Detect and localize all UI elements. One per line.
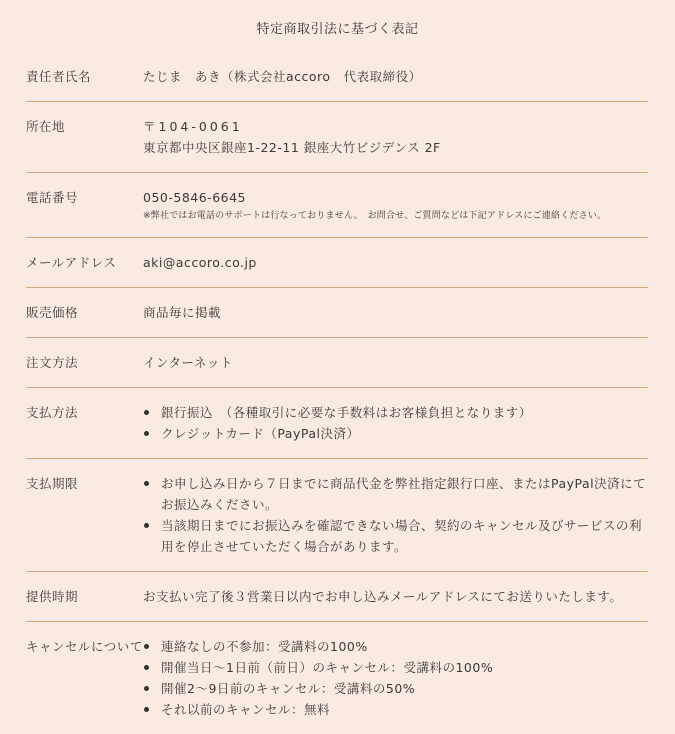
row-responsible [26,52,648,102]
label-deadline: 支払期限 [26,476,79,491]
payment-item: 銀行振込 （各種取引に必要な手数料はお客様負担となります） [143,402,648,423]
value-phone [143,187,648,223]
label-responsible: 責任者氏名 [26,69,92,84]
label-price: 販売価格 [26,305,79,320]
label-payment: 支払方法 [26,405,79,420]
cancel-item: 開催当日〜1日前（前日）のキャンセル：受講料の100% [143,657,648,678]
phone-number: 050-5846-6645 [143,190,247,205]
label-cancel: キャンセルについて [26,639,143,654]
row-email [26,238,648,288]
cancel-item: 開催2〜9日前のキャンセル：受講料の50% [143,678,648,699]
cancel-item: 連絡なしの不参加：受講料の100% [143,636,648,657]
label-phone: 電話番号 [26,190,79,205]
label-email: メールアドレス [26,255,117,270]
value-payment [143,402,648,444]
row-order [26,338,648,388]
deadline-item: 当該期日までにお振込みを確認できない場合、契約のキャンセル及びサービスの利用を停止させていただく場合があります。 [143,515,648,557]
row-payment [26,388,648,459]
row-deadline [26,459,648,572]
label-delivery: 提供時期 [26,589,79,604]
phone-note: ※弊社ではお電話のサポートは行なっておりません。 お問合せ、ご質問などは下記アドレスにご連絡ください。 [143,211,607,221]
row-delivery [26,572,648,622]
value-deadline [143,473,648,557]
row-phone [26,173,648,238]
row-cancel [26,622,648,734]
page-title: 特定商取引法に基づく表記 [256,22,419,37]
value-address [143,116,648,158]
legal-info-table [26,52,648,734]
row-price [26,288,648,338]
value-order: インターネット [143,355,233,370]
deadline-item: お申し込み日から７日までに商品代金を弊社指定銀行口座、またはPayPal決済にてお振込みください。 [143,473,648,515]
value-cancel [143,636,648,720]
address-line: 東京都中央区銀座1-22-11 銀座大竹ビジデンス 2F [143,140,441,155]
row-address [26,102,648,173]
value-delivery: お支払い完了後３営業日以内でお申し込みメールアドレスにてお送りいたします。 [143,589,623,604]
value-email[interactable]: aki@accoro.co.jp [143,255,257,270]
payment-item: クレジットカード（PayPal決済） [143,423,648,444]
value-price: 商品毎に掲載 [143,305,222,320]
label-order: 注文方法 [26,355,79,370]
value-responsible: たじま あき（株式会社accoro 代表取締役） [143,69,422,84]
postal-code: 〒104-0061 [143,119,243,134]
cancel-item: それ以前のキャンセル：無料 [143,699,648,720]
label-address: 所在地 [26,119,66,134]
